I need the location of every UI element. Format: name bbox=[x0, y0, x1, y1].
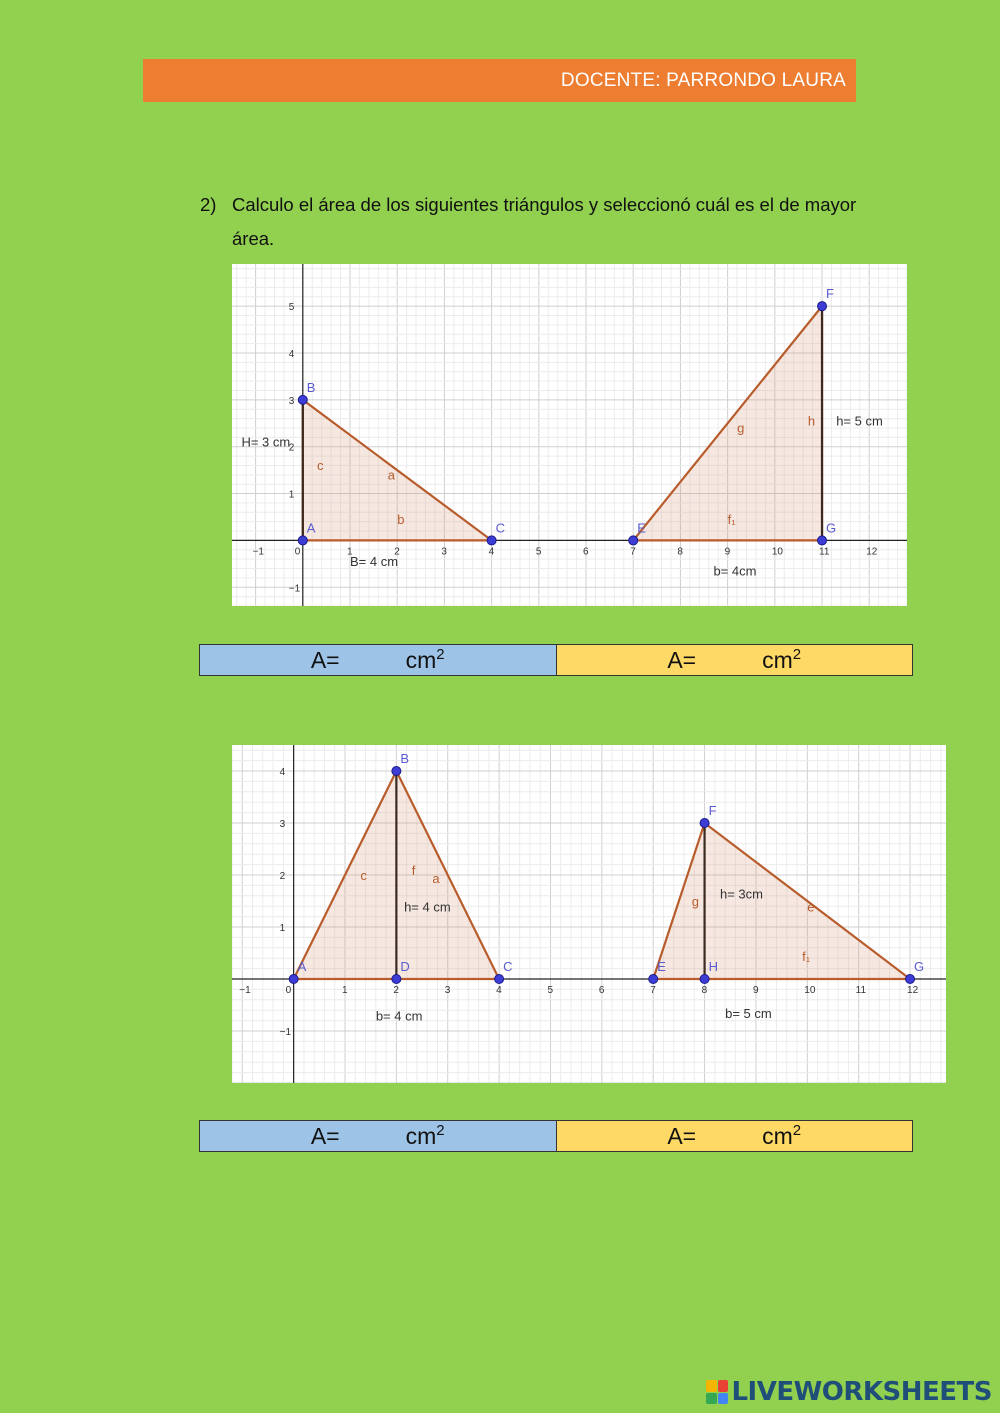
graph-bottom-svg bbox=[232, 745, 946, 1083]
y-tick-label: −1 bbox=[279, 1027, 292, 1038]
answer-cell-left[interactable] bbox=[200, 1121, 557, 1151]
x-tick-label: 10 bbox=[771, 546, 783, 558]
x-tick-label: 2 bbox=[393, 985, 399, 996]
point-label: C bbox=[503, 959, 513, 974]
plot-label: a bbox=[432, 870, 440, 886]
area-unit: $cm^2$ bbox=[405, 646, 445, 673]
x-tick-label: 3 bbox=[441, 546, 447, 558]
plot-label: b bbox=[397, 512, 405, 528]
teacher-header bbox=[143, 59, 856, 102]
area-unit: $cm^2$ bbox=[762, 1122, 802, 1149]
point-label: A bbox=[297, 959, 307, 974]
area-label: A= bbox=[310, 646, 340, 673]
point-label: G bbox=[914, 959, 925, 974]
x-tick-label: 7 bbox=[650, 985, 656, 996]
x-tick-label: 9 bbox=[752, 985, 759, 996]
x-tick-label: 12 bbox=[907, 985, 919, 996]
point-b bbox=[392, 767, 401, 776]
point-c bbox=[487, 536, 496, 545]
plot-label: H= 3 cm bbox=[241, 434, 291, 450]
y-tick-label: 3 bbox=[279, 819, 286, 830]
y-tick-label: 1 bbox=[288, 489, 295, 501]
plot-label: f₁ bbox=[727, 512, 736, 528]
x-tick-label: 10 bbox=[804, 985, 816, 996]
point-label: H bbox=[708, 959, 718, 974]
plot-label: b= 4 cm bbox=[375, 1008, 423, 1024]
point-b bbox=[298, 395, 307, 404]
answer-cell-right[interactable] bbox=[557, 1121, 913, 1151]
y-tick-label: 2 bbox=[279, 871, 286, 882]
answer-row-top bbox=[199, 644, 913, 676]
x-tick-label: 1 bbox=[347, 546, 353, 558]
plot-label: c bbox=[316, 458, 324, 474]
x-tick-label: 8 bbox=[677, 546, 683, 558]
point-a bbox=[289, 975, 298, 984]
graph-top bbox=[232, 264, 907, 606]
plot-label: g bbox=[691, 894, 699, 910]
plot-label: b= 5 cm bbox=[725, 1006, 772, 1021]
x-tick-label: 9 bbox=[724, 546, 731, 558]
x-tick-label: 6 bbox=[583, 546, 589, 558]
liveworksheets-logo bbox=[706, 1377, 992, 1407]
question-text: Calculo el área de los siguientes triángulos y seleccionó cuál es el de mayor área. bbox=[232, 194, 857, 249]
y-tick-label: 1 bbox=[279, 923, 286, 934]
area-unit: $cm^2$ bbox=[405, 1122, 445, 1149]
point-label: B bbox=[306, 379, 316, 395]
plot-label: B= 4 cm bbox=[350, 554, 399, 570]
plot-label: e bbox=[807, 899, 815, 915]
x-tick-label: 0 bbox=[285, 985, 292, 996]
y-tick-label: 4 bbox=[288, 349, 295, 361]
plot-label: h bbox=[807, 413, 816, 429]
question-block bbox=[200, 188, 880, 256]
x-tick-label: 5 bbox=[535, 546, 542, 558]
y-tick-label: 2 bbox=[288, 442, 295, 454]
y-tick-label: 4 bbox=[279, 767, 286, 778]
point-label: E bbox=[637, 520, 646, 536]
x-tick-label: 11 bbox=[855, 985, 867, 996]
point-e bbox=[629, 536, 638, 545]
plot-label: h= 4 cm bbox=[404, 899, 451, 915]
x-tick-label: −1 bbox=[252, 546, 265, 558]
x-tick-label: 5 bbox=[547, 985, 554, 996]
point-f bbox=[700, 819, 709, 828]
graph-top-svg bbox=[232, 264, 907, 606]
question-number: 2) bbox=[200, 194, 217, 215]
x-tick-label: 12 bbox=[866, 546, 878, 558]
point-label: A bbox=[306, 520, 316, 536]
area-label: A= bbox=[667, 646, 697, 673]
area-label: A= bbox=[310, 1122, 340, 1149]
teacher-name: DOCENTE: PARRONDO LAURA bbox=[560, 69, 846, 91]
plot-label: a bbox=[387, 467, 396, 483]
point-label: D bbox=[400, 959, 410, 974]
x-tick-label: 4 bbox=[488, 546, 495, 558]
x-tick-label: −1 bbox=[239, 985, 251, 996]
point-label: C bbox=[495, 520, 506, 536]
point-g bbox=[818, 536, 827, 545]
point-c bbox=[495, 975, 504, 984]
point-label: F bbox=[826, 286, 834, 302]
y-tick-label: 3 bbox=[288, 395, 295, 407]
answer-cell-right[interactable] bbox=[557, 645, 913, 675]
x-tick-label: 11 bbox=[819, 546, 830, 558]
point-d bbox=[392, 975, 401, 984]
plot-label: h= 5 cm bbox=[836, 413, 883, 429]
x-tick-label: 4 bbox=[496, 985, 502, 996]
x-tick-label: 0 bbox=[294, 546, 301, 558]
graph-bottom bbox=[232, 745, 946, 1083]
x-tick-label: 3 bbox=[444, 985, 451, 996]
point-label: E bbox=[657, 959, 666, 974]
x-tick-label: 6 bbox=[598, 985, 605, 996]
point-label: G bbox=[826, 520, 837, 536]
point-a bbox=[298, 536, 307, 545]
point-label: F bbox=[708, 803, 717, 818]
plot-label: f bbox=[411, 863, 416, 878]
plot-label: c bbox=[360, 868, 367, 884]
x-tick-label: 1 bbox=[342, 985, 348, 996]
area-unit: $cm^2$ bbox=[762, 646, 802, 673]
area-label: A= bbox=[667, 1122, 697, 1149]
x-tick-label: 7 bbox=[630, 546, 636, 558]
point-f bbox=[818, 302, 827, 311]
plot-label: f₁ bbox=[802, 948, 811, 964]
x-tick-label: 2 bbox=[394, 546, 400, 558]
point-label: B bbox=[400, 751, 410, 766]
logo-mark-icon bbox=[706, 1380, 728, 1404]
answer-row-bottom bbox=[199, 1120, 913, 1152]
x-tick-label: 8 bbox=[701, 985, 708, 996]
answer-cell-left[interactable] bbox=[200, 645, 557, 675]
plot-label: g bbox=[737, 420, 745, 436]
plot-label: b= 4cm bbox=[713, 563, 757, 579]
logo-text: LIVEWORKSHEETS bbox=[731, 1377, 992, 1407]
y-tick-label: −1 bbox=[288, 583, 301, 595]
point-g bbox=[906, 975, 915, 984]
y-tick-label: 5 bbox=[288, 302, 295, 314]
point-h bbox=[700, 975, 709, 984]
point-e bbox=[649, 975, 658, 984]
plot-label: h= 3cm bbox=[719, 886, 763, 902]
